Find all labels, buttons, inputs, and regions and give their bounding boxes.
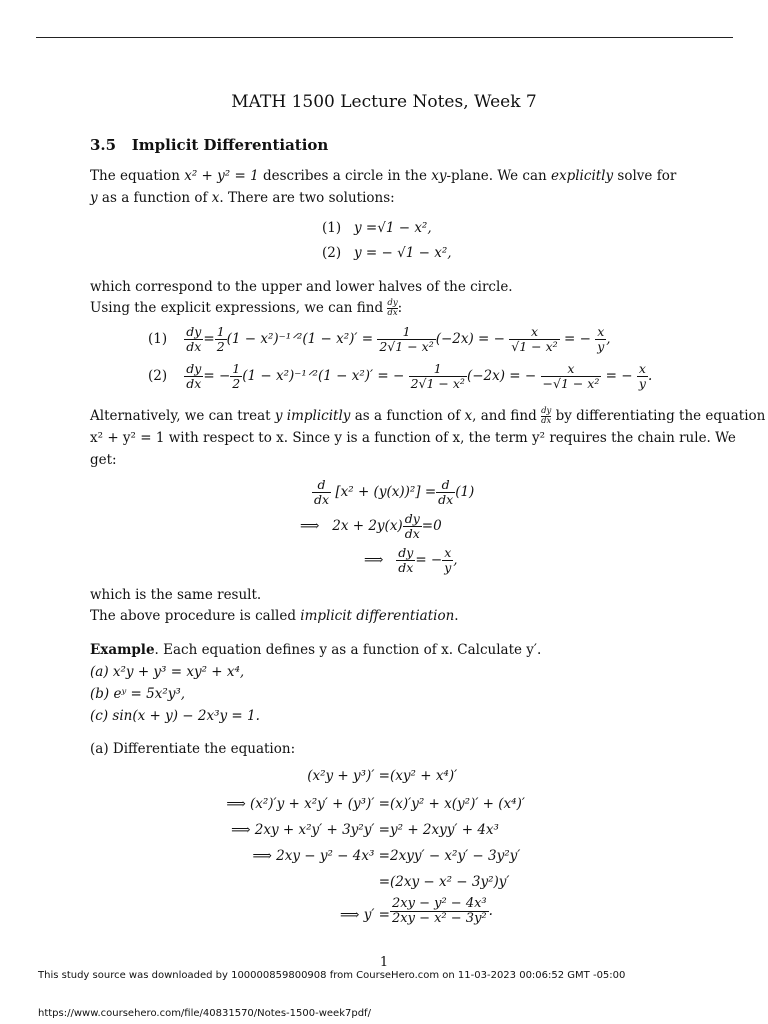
denominator: dx — [314, 492, 330, 507]
math: x — [464, 408, 473, 424]
text: Alternatively, we can treat — [90, 408, 275, 424]
text: -plane. We can — [446, 168, 551, 184]
math: =0 — [421, 518, 442, 534]
math: = − — [605, 368, 633, 384]
denominator: 2 — [232, 376, 241, 391]
text: = − — [203, 368, 231, 384]
denominator: 2√1 − x² — [379, 339, 434, 354]
step-3-left: ⟹ 2xy + x²y′ + 3y²y′ = — [231, 822, 390, 838]
denominator: y — [597, 339, 605, 354]
step-4-right: 2xyy′ − x²y′ − 3y²y′ — [390, 848, 521, 864]
download-note: This study source was downloaded by 100000859800908 from CourseHero.com on 11-03-2023 00:06:52 GMT -05:00 — [38, 970, 626, 981]
math: = − — [415, 552, 443, 568]
line: x² + y² = 1 with respect to x. Since y is a function of x, the term y² requires the chain rule. We — [90, 430, 736, 446]
text: : — [397, 300, 403, 316]
dydx-fraction — [396, 546, 415, 575]
denominator: y — [444, 560, 452, 575]
numerator: x — [444, 545, 452, 560]
numerator: x — [541, 362, 602, 377]
text: , and find — [472, 408, 542, 424]
numerator: x — [638, 361, 646, 376]
line: get: — [90, 452, 117, 468]
math: y = − √1 − x², — [354, 245, 452, 261]
emphasis: implicitly — [282, 408, 351, 424]
step-2-left: ⟹ (x²)′y + x²y′ + (y³)′ = — [226, 796, 390, 812]
step-5-right: (2xy − x² − 3y²)y′ — [390, 874, 510, 890]
step-4-left: ⟹ 2xy − y² − 4x³ = — [252, 848, 390, 864]
text: . — [647, 368, 653, 384]
numerator: x — [509, 325, 559, 340]
denominator: dx — [404, 526, 420, 541]
fraction — [637, 362, 648, 391]
math: (1) — [455, 484, 475, 500]
half-fraction — [230, 362, 242, 391]
page-title: MATH 1500 Lecture Notes, Week 7 — [231, 92, 537, 112]
denominator: dx — [387, 308, 398, 318]
numerator: d — [312, 478, 331, 493]
numerator: dy — [186, 361, 202, 376]
denominator: 2 — [216, 339, 225, 354]
numerator: 1 — [409, 362, 467, 377]
text: as a function of — [97, 190, 212, 206]
numerator: dy — [387, 298, 398, 308]
fraction — [409, 362, 467, 391]
fraction — [509, 325, 559, 354]
math: [x² + (y(x))²] = — [335, 484, 437, 500]
step-3-right: y² + 2xyy′ + 4x³ — [390, 822, 499, 838]
math: y — [90, 190, 98, 206]
example-label: Example — [90, 642, 155, 658]
paragraph-explicit — [90, 297, 680, 319]
denominator: 2xy − x² − 3y² — [392, 911, 487, 926]
line — [90, 405, 766, 427]
dydx-fraction — [403, 512, 422, 541]
paragraph-halves: which correspond to the upper and lower halves of the circle. — [90, 279, 513, 295]
denominator: y — [638, 376, 646, 391]
example-heading — [90, 639, 680, 661]
text: describes a circle in the — [258, 168, 432, 184]
text: Using the explicit expressions, we can find — [90, 300, 388, 316]
section-heading — [90, 136, 328, 154]
denominator: dx — [186, 339, 202, 354]
fraction — [377, 325, 435, 354]
math: 2x + 2y(x) — [332, 518, 403, 534]
text: . There are two solutions: — [219, 190, 395, 206]
step-1-right: (xy² + x⁴)′ — [390, 768, 458, 784]
math: x² + y² = 1 — [184, 168, 259, 184]
math: (1 − x²)⁻¹ᐟ²(1 − x²)′ = — [226, 331, 374, 347]
denominator: dx — [438, 492, 454, 507]
step-2-right: (x)′y² + x(y²)′ + (x⁴)′ — [390, 796, 525, 812]
derivative-2 — [148, 362, 652, 391]
solution-1 — [322, 220, 432, 236]
math: x — [211, 190, 220, 206]
d-dx-fraction — [312, 478, 331, 507]
text: , — [606, 331, 611, 347]
section-number: 3.5 — [90, 136, 117, 154]
math: (−2x) = − — [466, 368, 537, 384]
numerator: 1 — [216, 324, 225, 339]
paragraph-implicit — [90, 405, 766, 471]
chain-step-3 — [364, 546, 458, 575]
denominator: √1 − x² — [511, 339, 558, 354]
derivative-1 — [148, 325, 611, 354]
numerator: dy — [398, 545, 414, 560]
page-number: 1 — [379, 955, 389, 970]
chain-step-1 — [312, 478, 474, 507]
emphasis: explicitly — [551, 168, 614, 184]
eq-label: (2) — [322, 245, 342, 261]
text: . Each equation defines y as a function of x. Calculate y′. — [154, 642, 542, 658]
half-fraction — [215, 325, 227, 354]
implies-symbol: ⟹ — [364, 552, 384, 568]
text: . — [488, 903, 493, 919]
numerator: 1 — [377, 325, 435, 340]
top-rule — [36, 37, 733, 38]
part-a-heading: (a) Differentiate the equation: — [90, 741, 296, 757]
text: by differentiating the equation — [551, 408, 766, 424]
dydx-fraction — [541, 407, 551, 426]
intro-paragraph — [90, 165, 680, 209]
d-dx-fraction — [436, 478, 455, 507]
paragraph-same-result: which is the same result. — [90, 587, 262, 603]
math: xy — [431, 168, 447, 184]
paragraph-procedure — [90, 605, 680, 627]
denominator: 2√1 − x² — [410, 376, 465, 391]
numerator: dy — [404, 511, 420, 526]
implies-symbol: ⟹ — [300, 518, 320, 534]
text: , — [453, 552, 458, 568]
math: (−2x) = − — [435, 331, 505, 347]
text: The equation — [90, 168, 185, 184]
denominator: dx — [398, 560, 414, 575]
example-c: (c) sin(x + y) − 2x³y = 1. — [90, 708, 260, 724]
step-6-right — [390, 897, 493, 926]
text: = — [203, 331, 215, 347]
math: (1 − x²)⁻¹ᐟ²(1 − x²)′ = − — [242, 368, 405, 384]
text: as a function of — [350, 408, 465, 424]
numerator: dy — [186, 324, 202, 339]
example-a: (a) x²y + y³ = xy² + x⁴, — [90, 664, 245, 680]
dydx-fraction — [184, 325, 203, 354]
result-fraction — [390, 897, 489, 926]
math: = − — [563, 331, 591, 347]
step-5-left: = — [378, 874, 390, 890]
numerator: 1 — [232, 361, 241, 376]
denominator: dx — [541, 416, 552, 426]
numerator: 2xy − y² − 4x³ — [392, 896, 487, 911]
denominator: −√1 − x² — [542, 376, 600, 391]
numerator: dy — [541, 406, 552, 416]
example-b: (b) eʸ = 5x²y³, — [90, 686, 186, 702]
chain-step-2 — [300, 512, 442, 541]
numerator: x — [597, 324, 605, 339]
text: solve for — [613, 168, 677, 184]
step-1-left: (x²y + y³)′ = — [307, 768, 390, 784]
fraction — [442, 546, 453, 575]
section-title: Implicit Differentiation — [131, 136, 329, 154]
denominator: dx — [186, 376, 202, 391]
solution-2 — [322, 245, 452, 261]
dydx-fraction — [184, 362, 203, 391]
step-6-left: ⟹ y′ = — [340, 907, 390, 923]
math: y =√1 − x², — [354, 220, 432, 236]
numerator: d — [436, 478, 455, 493]
text: The above procedure is called — [90, 608, 301, 624]
text: . — [454, 608, 459, 624]
math: y — [274, 408, 283, 424]
source-url[interactable]: https://www.coursehero.com/file/40831570/Notes-1500-week7pdf/ — [38, 1008, 371, 1019]
eq-label: (1) — [148, 331, 168, 347]
eq-label: (1) — [322, 220, 342, 236]
fraction — [595, 325, 606, 354]
eq-label: (2) — [148, 368, 168, 384]
emphasis: implicit differentiation — [300, 608, 455, 624]
dydx-fraction — [387, 299, 397, 318]
fraction — [541, 362, 602, 391]
